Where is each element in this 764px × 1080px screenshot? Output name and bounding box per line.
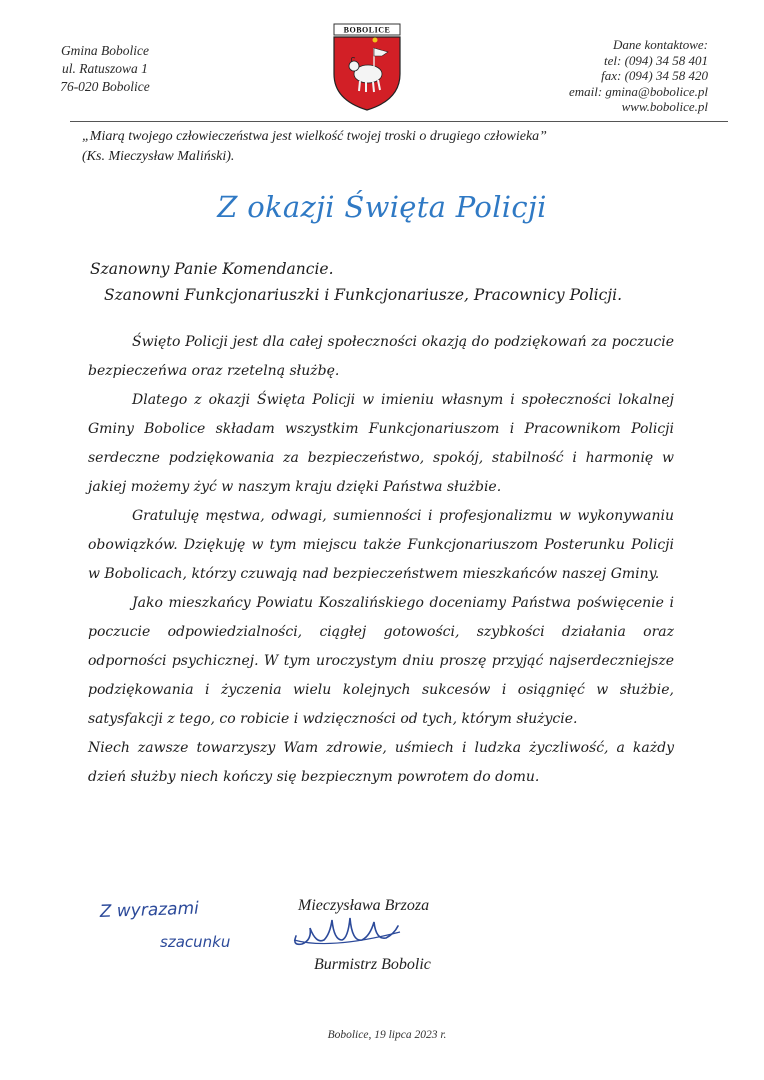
signatory-name: Mieczysława Brzoza	[298, 897, 430, 914]
address-line: Gmina Bobolice	[60, 43, 150, 58]
paragraph: Jako mieszkańcy Powiatu Koszalińskiego doceniamy Państwa poświęcenie i poczucie odpowiedzialności, ciągłej gotowości, szybkości działania oraz odporności psychicznej. W tym uroczystym dniu proszę przyjąć najserdeczniejsze podziękowania i życzenia wielu kolejnych sukcesów i osiągnięć w służbie, satysfakcji z tego, co robicie i wdzięczności od tych, którym służycie.	[88, 595, 674, 727]
bobolice-coat-of-arms	[330, 22, 404, 112]
salutation-line: Szanowni Funkcjonariuszki i Funkcjonariusze, Pracownicy Policji.	[104, 286, 622, 304]
paragraph: Dlatego z okazji Święta Policji w imieniu własnym i społeczności lokalnej Gminy Bobolice składam wszystkim Funkcjonariuszom i Pracownikom Policji serdeczne podziękowania za bezpieczeństwo, spokój, stabilność i harmonię w jakiej możemy żyć w naszym kraju dzięki Państwa służbie.	[88, 392, 674, 495]
contact-website: www.bobolice.pl	[621, 99, 708, 114]
sender-address	[30, 42, 180, 96]
handwritten-line: Z wyrazami	[99, 898, 200, 922]
header-divider	[70, 121, 728, 122]
letter-date: Bobolice, 19 lipca 2023 r.	[327, 1029, 447, 1041]
contact-details	[468, 37, 708, 115]
paragraph: Święto Policji jest dla całej społeczności okazją do podziękowań za poczucie bezpieczeńwa oraz rzetelną służbę.	[88, 334, 674, 379]
handwritten-signature	[290, 910, 420, 952]
address-line: 76-020 Bobolice	[60, 79, 150, 94]
motto-quote: „Miarą twojego człowieczeństwa jest wielkość twojej troski o drugiego człowieka”	[82, 129, 547, 144]
contact-heading: Dane kontaktowe:	[613, 37, 708, 52]
contact-phone: tel: (094) 34 58 401	[604, 52, 708, 68]
paragraph: Niech zawsze towarzyszy Wam zdrowie, uśmiech i ludzka życzliwość, a każdy dzień służby niech kończy się bezpiecznym powrotem do domu.	[88, 740, 674, 785]
motto-author: (Ks. Mieczysław Maliński).	[82, 149, 235, 164]
handwritten-regards	[96, 895, 266, 957]
motto	[82, 127, 722, 167]
contact-email: email: gmina@bobolice.pl	[568, 83, 708, 99]
letter-title: Z okazji Święta Policji	[217, 190, 547, 224]
handwritten-line: szacunku	[160, 933, 231, 951]
contact-fax: fax: (094) 34 58 420	[601, 68, 708, 83]
salutation	[90, 256, 730, 308]
letter-body	[88, 328, 674, 792]
crest-label: BOBOLICE	[343, 25, 391, 35]
paragraph: Gratuluję męstwa, odwagi, sumienności i profesjonalizmu w wykonywaniu obowiązków. Dziękuję w tym miejscu także Funkcjonariuszom Posterunku Policji w Bobolicach, którzy czuwają nad bezpieczeństwem mieszkańców naszej Gminy.	[88, 508, 674, 582]
signatory-role: Burmistrz Bobolic	[314, 956, 431, 973]
address-line: ul. Ratuszowa 1	[62, 61, 148, 76]
salutation-line: Szanowny Panie Komendancie.	[90, 260, 334, 278]
